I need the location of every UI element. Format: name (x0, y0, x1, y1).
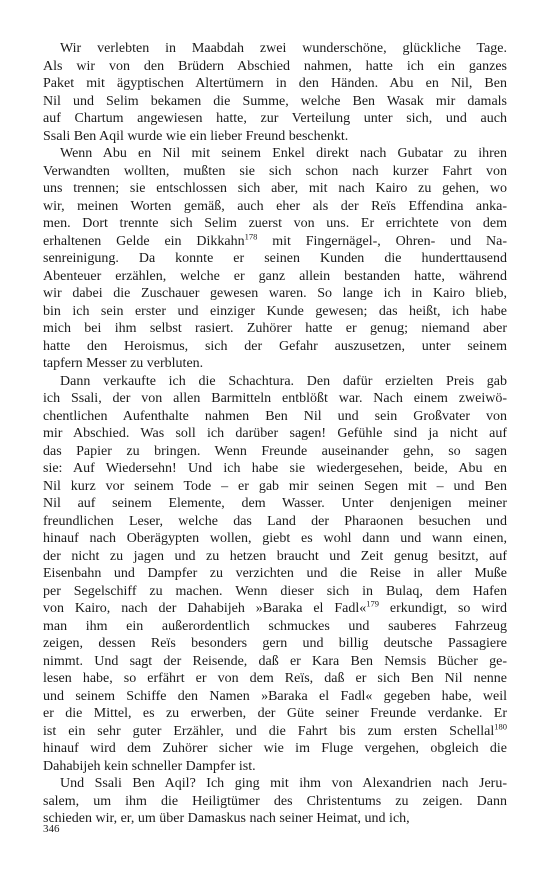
text-line: chentlichen Aufenthalte nahmen Ben Nil und sein Großvater von (43, 408, 507, 424)
text-line: wir dabei die Zuschauer gewesen waren. So lange ich in Kairo blieb, (43, 286, 507, 301)
text-line: Paket mit ägyptischen Altertümern in den Händen. Abu en Nil, Ben (43, 76, 507, 91)
text-line: Dahabijeh kein schneller Dampfer ist. (43, 758, 256, 774)
text-line: hinauf wird dem Zuhörer sicher wie im Fluge vergehen, obgleich die (43, 741, 507, 756)
text-line: lesen habe, so erfährt er von dem Reïs, daß er sich Ben Nil nenne (43, 671, 507, 686)
paragraph (43, 40, 507, 145)
text-line: Nil kurz vor seinem Tode – er gab mir seinen Segen mit – und Ben (43, 478, 507, 494)
text-line: mir Abschied. Was soll ich darüber sagen! Gefühle sind ja nicht auf (43, 426, 507, 441)
text-line: Wenn Abu en Nil mit seinem Enkel direkt nach Gubatar zu ihren (60, 146, 507, 161)
text-line: mich bei ihm selbst rasiert. Zuhörer hatte er genug; niemand aber (43, 321, 507, 336)
text-line: Als wir von den Brüdern Abschied nahmen, hatte ich ein ganzes (43, 58, 507, 74)
text-line: hatte den Heroismus, sich der Gefahr auszusetzen, unter seinem (43, 338, 507, 354)
paragraph (43, 775, 507, 828)
text-line: sie: Auf Wiedersehn! Und ich habe sie wiedergesehen, beide, Abu en (43, 461, 507, 476)
text-line: Dann verkaufte ich die Schachtura. Den dafür erzielten Preis gab (60, 373, 507, 389)
text-line: nimmt. Und sagt der Reisende, daß er Kara Ben Nemsis Bücher ge- (43, 653, 507, 669)
paragraph (43, 373, 507, 776)
text-line: und seinem Schiffe den Namen »Baraka el Fadl« gegeben habe, weil (43, 688, 507, 704)
text-line: wir, meinen Worten gemäß, auch eher als der Reïs Effendina anka- (43, 198, 507, 214)
text-line: schieden wir, er, um über Damaskus nach seiner Heimat, und ich, (43, 811, 410, 826)
text-line: der nicht zu jagen und zu hetzen braucht und Zeit genug besitzt, auf (43, 548, 507, 564)
text-line: Nil und Selim bekamen die Summe, welche Ben Wasak mir damals (43, 93, 507, 109)
text-line: er die Mittel, es zu erwerben, der Güte seiner Freunde verdanke. Er (43, 706, 507, 721)
text-line: ich Ssali, der von allen Barmitteln entblößt war. Nach einem zweiwö- (43, 391, 507, 406)
text-line: bin ich sein erster und einziger Kunde gewesen; das heißt, ich habe (43, 303, 507, 319)
text-line: Verwandten wollten, mußten sie sich schon nach kurzer Fahrt von (43, 163, 507, 179)
text-line: men. Dort trennte sich Selim zuerst von uns. Er errichtete von dem (43, 216, 507, 231)
text-line: Und Ssali Ben Aqil? Ich ging mit ihm von Alexandrien nach Jeru- (60, 776, 507, 791)
text-line: das Papier zu bringen. Wenn Freunde auseinander gehn, so sagen (43, 443, 507, 459)
body-text (43, 40, 507, 828)
footnote-marker[interactable]: 178 (244, 232, 258, 241)
text-line: hinauf nach Oberägypten wollen, giebt es wohl dann und wann einen, (43, 531, 507, 546)
text-line: per Segelschiff zu machen. Wenn dieser sich in Bulaq, dem Hafen (43, 583, 507, 599)
text-line: tapfern Messer zu verbluten. (43, 356, 204, 371)
text-line: ist ein sehr guter Erzähler, und die Fahrt bis zum ersten Schellal$^{180}$ (43, 722, 507, 739)
text-line: auf Chartum angewiesen hatte, zur Verteilung unter sich, und auch (43, 111, 507, 126)
text-line: von Kairo, nach der Dahabijeh »Baraka el Fadl«$^{179}$ erkundigt, so wird (43, 600, 507, 616)
text-line: zeigen, dessen Reïs besonders gern und billig deutsche Passagiere (43, 636, 507, 651)
text-line: man ihm ein außerordentlich schmuckes und sauberes Fahrzeug (43, 618, 507, 634)
text-line: erhaltenen Gelde ein Dikkahn$^{178}$ mit Fingernägel-, Ohren- und Na- (43, 232, 507, 249)
paragraph (43, 145, 507, 373)
footnote-marker[interactable]: 179 (366, 600, 379, 609)
text-line: Eisenbahn und Dampfer zu verzichten und die Reise in aller Muße (43, 566, 507, 581)
text-line: freundlichen Leser, welche das Land der Pharaonen besuchen und (43, 513, 507, 529)
text-line: uns trennen; sie entschlossen sich aber, mit nach Kairo zu gehen, wo (43, 181, 507, 196)
footnote-marker[interactable]: 180 (494, 722, 507, 731)
text-line: Ssali Ben Aqil wurde wie ein lieber Freund beschenkt. (43, 128, 349, 144)
text-line: senreinigung. Da konnte er seinen Kunden die hunderttausend (43, 251, 507, 266)
text-line: Wir verlebten in Maabdah zwei wunderschöne, glückliche Tage. (60, 41, 507, 56)
page-number: 346 (43, 823, 60, 835)
text-line: salem, um ihm die Heiligtümer des Christentums zu zeigen. Dann (43, 793, 507, 809)
text-line: Nil auf seinem Elemente, dem Wasser. Unter denjenigen meiner (43, 496, 507, 511)
text-line: Abenteuer erzählen, welche er ganz allein bestanden hatte, während (43, 268, 507, 284)
